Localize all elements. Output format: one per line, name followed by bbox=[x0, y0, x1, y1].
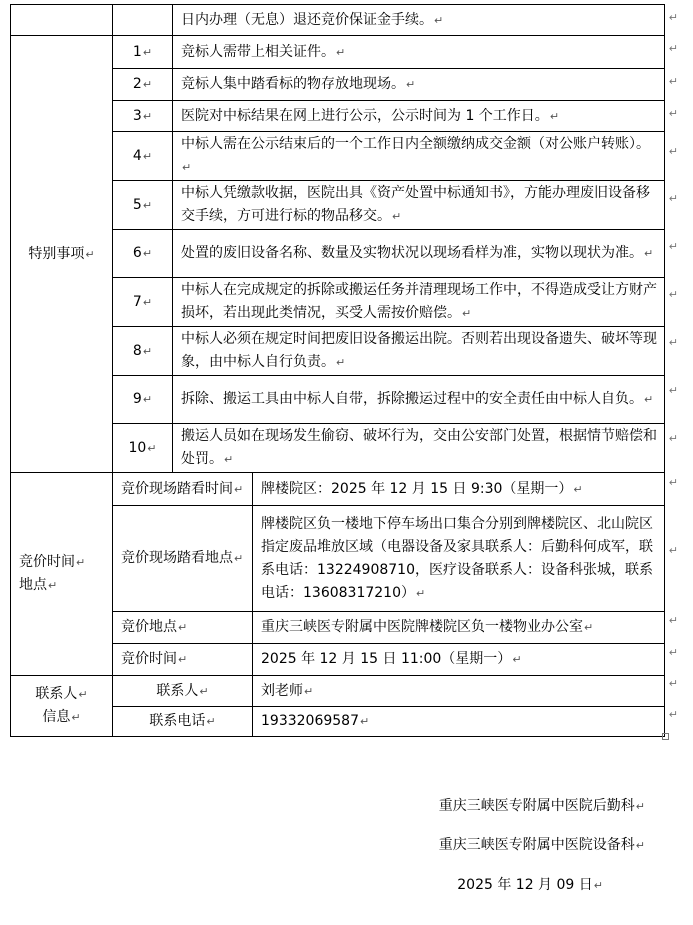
footer-org-logistics: 重庆三峡医专附属中医院后勤科↵ bbox=[438, 798, 645, 814]
special-num: 2↵ bbox=[113, 69, 173, 101]
top-row-text: 日内办理（无息）退还竞价保证金手续。↵ bbox=[173, 5, 665, 36]
special-num: 7↵ bbox=[113, 278, 173, 327]
row-end-mark: ↵ bbox=[668, 11, 678, 24]
row-end-mark: ↵ bbox=[668, 145, 678, 158]
special-num: 8↵ bbox=[113, 327, 173, 376]
row-end-mark: ↵ bbox=[668, 708, 678, 721]
special-text: 中标人在完成规定的拆除或搬运任务并清理现场工作中，不得造成受让方财产损坏，若出现此类情况，买受人需按价赔偿。↵ bbox=[173, 278, 665, 327]
contact-person-key: 联系人↵ bbox=[113, 676, 253, 707]
special-num: 1↵ bbox=[113, 36, 173, 69]
bidding-value: 牌楼院区：2025 年 12 月 15 日 9:30（星期一）↵ bbox=[253, 473, 665, 506]
row-end-mark: ↵ bbox=[668, 336, 678, 349]
special-text: 中标人需在公示结束后的一个工作日内全额缴纳成交金额（对公账户转账）。↵ bbox=[173, 132, 665, 181]
row-end-mark: ↵ bbox=[668, 384, 678, 397]
special-text: 竞标人集中踏看标的物存放地现场。↵ bbox=[173, 69, 665, 101]
special-num: 5↵ bbox=[113, 181, 173, 230]
special-text: 拆除、搬运工具由中标人自带，拆除搬运过程中的安全责任由中标人自负。↵ bbox=[173, 376, 665, 424]
footer-date: 2025 年 12 月 09 日↵ bbox=[457, 877, 603, 893]
special-text: 中标人必须在规定时间把废旧设备搬运出院。否则若出现设备遗失、破坏等现象，由中标人自行负责。↵ bbox=[173, 327, 665, 376]
contact-label: 联系人↵ 信息↵ bbox=[11, 676, 113, 737]
row-end-mark: ↵ bbox=[668, 192, 678, 205]
row-end-mark: ↵ bbox=[668, 240, 678, 253]
row-end-mark: ↵ bbox=[668, 646, 678, 659]
contact-person-value: 刘老师↵ bbox=[253, 676, 665, 707]
row-end-mark: ↵ bbox=[668, 75, 678, 88]
bidding-key: 竞价现场踏看地点↵ bbox=[113, 506, 253, 612]
footer-org-equipment: 重庆三峡医专附属中医院设备科↵ bbox=[438, 837, 645, 853]
special-label: 特别事项↵ bbox=[11, 36, 113, 473]
bidding-row-1 bbox=[11, 473, 665, 506]
bidding-key: 竞价地点↵ bbox=[113, 612, 253, 644]
row-end-mark: ↵ bbox=[668, 614, 678, 627]
row-end-mark: ↵ bbox=[668, 42, 678, 55]
contact-phone-key: 联系电话↵ bbox=[113, 707, 253, 737]
row-end-mark: ↵ bbox=[668, 107, 678, 120]
contact-row-1 bbox=[11, 676, 665, 707]
special-text: 竞标人需带上相关证件。↵ bbox=[173, 36, 665, 69]
special-text: 中标人凭缴款收据，医院出具《资产处置中标通知书》，方能办理废旧设备移交手续，方可进行标的物品移交。↵ bbox=[173, 181, 665, 230]
bidding-value: 牌楼院区负一楼地下停车场出口集合分别到牌楼院区、北山院区指定废品堆放区域（电器设备及家具联系人：后勤科何成军，联系电话：13224908710，医疗设备联系人：设备科张城，联系电话：13608317210）↵ bbox=[253, 506, 665, 612]
table-end-marker bbox=[662, 733, 669, 740]
row-end-mark: ↵ bbox=[668, 288, 678, 301]
special-text: 搬运人员如在现场发生偷窃、破坏行为，交由公安部门处置，根据情节赔偿和处罚。↵ bbox=[173, 424, 665, 473]
bidding-label: 竞价时间↵ 地点↵ bbox=[11, 473, 113, 676]
special-num: 4↵ bbox=[113, 132, 173, 181]
bidding-value: 重庆三峡医专附属中医院牌楼院区负一楼物业办公室↵ bbox=[253, 612, 665, 644]
special-text: 医院对中标结果在网上进行公示，公示时间为 1 个工作日。↵ bbox=[173, 101, 665, 132]
special-text: 处置的废旧设备名称、数量及实物状况以现场看样为准，实物以现状为准。↵ bbox=[173, 230, 665, 278]
special-num: 10↵ bbox=[113, 424, 173, 473]
special-row-1 bbox=[11, 36, 665, 69]
bidding-key: 竞价现场踏看时间↵ bbox=[113, 473, 253, 506]
row-end-mark: ↵ bbox=[668, 677, 678, 690]
table-row-top bbox=[11, 5, 665, 36]
special-num: 6↵ bbox=[113, 230, 173, 278]
contact-phone-value: 19332069587↵ bbox=[253, 707, 665, 737]
row-end-mark: ↵ bbox=[668, 476, 678, 489]
bidding-value: 2025 年 12 月 15 日 11:00（星期一）↵ bbox=[253, 644, 665, 676]
special-num: 3↵ bbox=[113, 101, 173, 132]
row-end-mark: ↵ bbox=[668, 544, 678, 557]
bidding-key: 竞价时间↵ bbox=[113, 644, 253, 676]
row-end-mark: ↵ bbox=[668, 432, 678, 445]
special-num: 9↵ bbox=[113, 376, 173, 424]
notice-table bbox=[10, 4, 665, 737]
